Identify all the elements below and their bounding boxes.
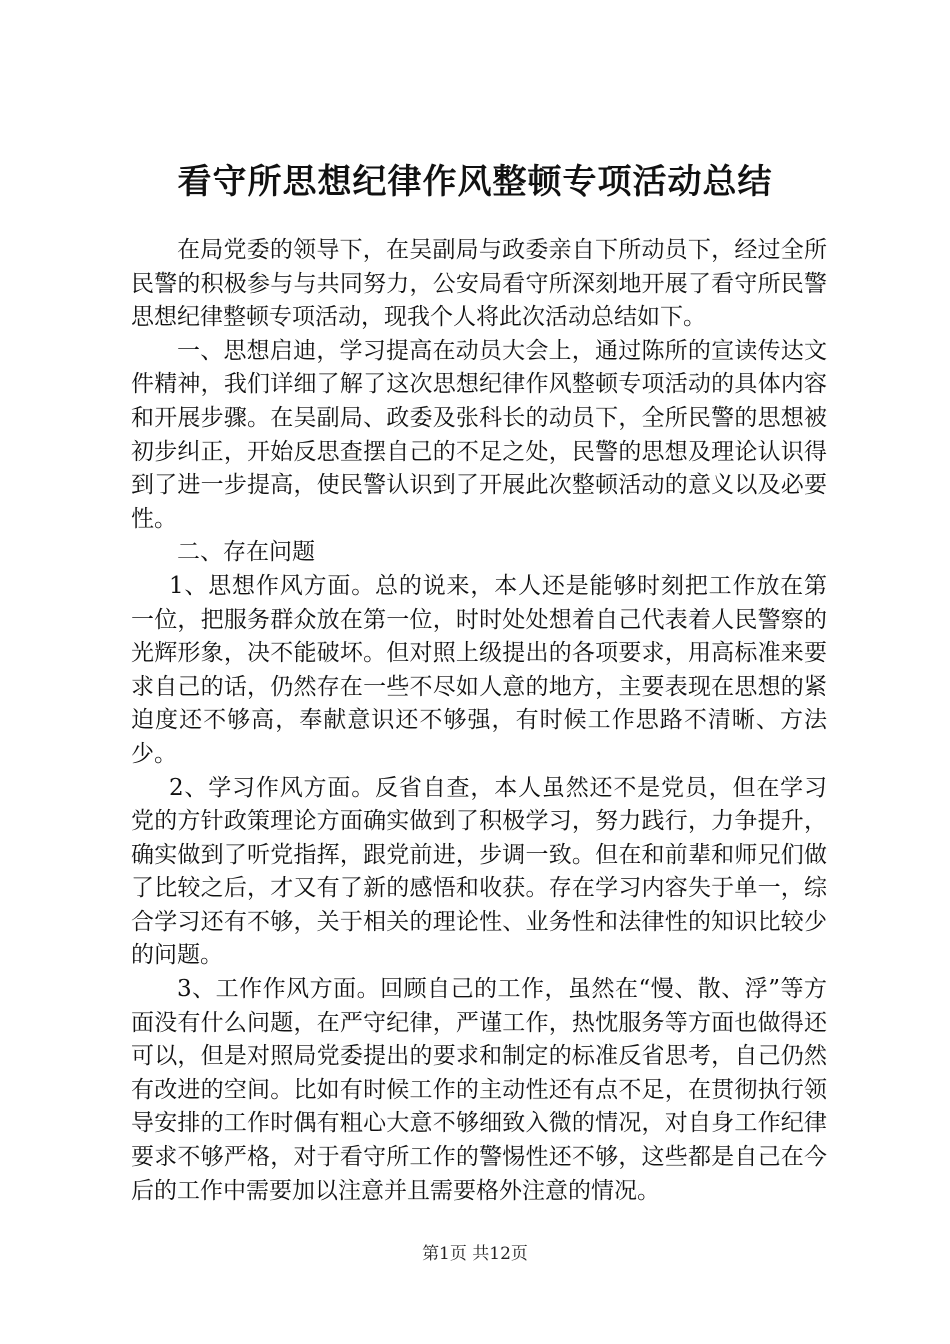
paragraph-item-1: 1、思想作风方面。总的说来，本人还是能够时刻把工作放在第一位，把服务群众放在第一位，时时处处想着自己代表着人民警察的光辉形象，决不能破坏。但对照上级提出的各项要求，用高标准来要求自己的话，仍然存在一些不尽如人意的地方，主要表现在思想的紧迫度还不够高，奉献意识还不够强，有时候工作思路不清晰、方法少。 [131, 572, 827, 767]
paragraph-section-1: 一、思想启迪，学习提高在动员大会上，通过陈所的宣读传达文件精神，我们详细了解了这次思想纪律作风整顿专项活动的具体内容和开展步骤。在吴副局、政委及张科长的动员下，全所民警的思想被初步纠正，开始反思查摆自己的不足之处，民警的思想及理论认识得到了进一步提高，使民警认识到了开展此次整顿活动的意义以及必要性。 [131, 337, 827, 532]
paragraph-section-2-heading: 二、存在问题 [177, 539, 315, 566]
page-number-footer: 第1页 共12页 [422, 1244, 528, 1264]
document-body [131, 234, 827, 1208]
document-title: 看守所思想纪律作风整顿专项活动总结 [177, 162, 773, 202]
paragraph-item-3: 3、工作作风方面。回顾自己的工作，虽然在“慢、散、浮”等方面没有什么问题，在严守纪律，严谨工作，热忱服务等方面也做得还可以，但是对照局党委提出的要求和制定的标准反省思考，自己仍然有改进的空间。比如有时候工作的主动性还有点不足，在贯彻执行领导安排的工作时偶有粗心大意不够细致入微的情况，对自身工作纪律要求不够严格，对于看守所工作的警惕性还不够，这些都是自己在今后的工作中需要加以注意并且需要格外注意的情况。 [131, 976, 827, 1204]
paragraph-intro: 在局党委的领导下，在吴副局与政委亲自下所动员下，经过全所民警的积极参与与共同努力，公安局看守所深刻地开展了看守所民警思想纪律整顿专项活动，现我个人将此次活动总结如下。 [131, 237, 827, 331]
paragraph-item-2: 2、学习作风方面。反省自查，本人虽然还不是党员，但在学习党的方针政策理论方面确实做到了积极学习，努力践行，力争提升，确实做到了听党指挥，跟党前进，步调一致。但在和前辈和师兄们做了比较之后，才又有了新的感悟和收获。存在学习内容失于单一，综合学习还有不够，关于相关的理论性、业务性和法律性的知识比较少的问题。 [131, 774, 827, 969]
